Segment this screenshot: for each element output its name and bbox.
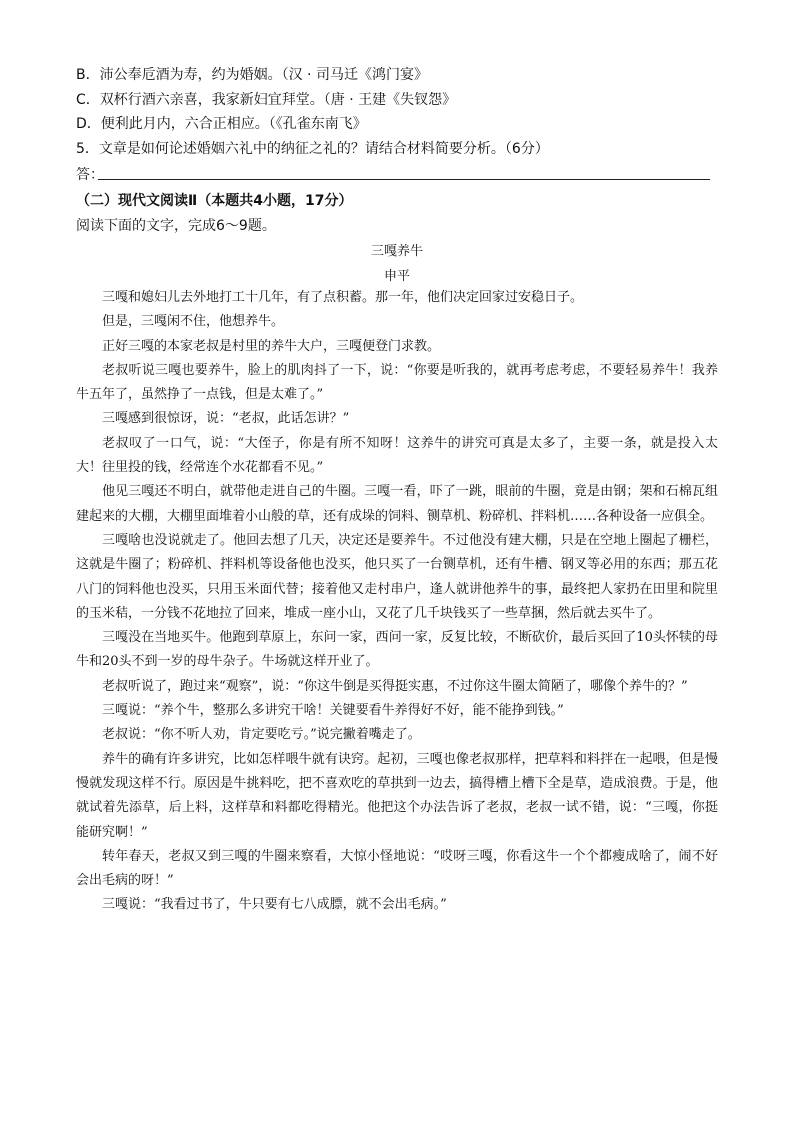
story-paragraph: 老叔说：“你不听人劝，肯定要吃亏。”说完撇着嘴走了。: [102, 727, 421, 743]
story-paragraph: 三嘎感到很惊讶，说：“老叔，此话怎讲？”: [102, 411, 350, 427]
story-paragraph: 正好三嘎的本家老叔是村里的养牛大户，三嘎便登门求教。: [102, 338, 441, 354]
story-author: 申平: [383, 269, 410, 284]
story-paragraph: 养牛的确有许多讲究，比如怎样喂牛就有诀窍。起初，三嘎也像老叔那样，把草料和料拌在一起喂，但是慢慢就发现这样不行。原因是牛挑料吃，把不喜欢吃的草拱到一边去，搞得槽上槽下全是草，造成浪费。于是，他就试着先添草，后上料，这样草和料都吃得精光。他把这个办法告诉了老叔，老叔一试不错，说：“三嘎，你挺能研究啊！”: [76, 751, 718, 840]
answer-area[interactable]: [76, 164, 710, 182]
option-c: C．双杯行酒六亲喜，我家新妇宜拜堂。（唐 · 王建《失钗怨》: [76, 92, 457, 108]
answer-underline: [98, 179, 710, 180]
story-paragraph: 他见三嘎还不明白，就带他走进自己的牛圈。三嘎一看，吓了一跳，眼前的牛圈，竟是由钢；架和石棉瓦组建起来的大棚，大棚里面堆着小山般的草，还有成垛的饲料、铡草机、粉碎机、拌料机……各种设备一应俱全。: [76, 484, 718, 524]
question-5: 5．文章是如何论述婚姻六礼中的纳征之礼的？请结合材料简要分析。（6分）: [76, 141, 549, 157]
option-b: B．沛公奉卮酒为寿，约为婚姻。（汉 · 司马迁《鸿门宴》: [76, 67, 428, 83]
story-paragraph: 但是，三嘎闲不住，他想养牛。: [102, 314, 285, 330]
story-paragraph: 三嘎和媳妇儿去外地打工十几年，有了点积蓄。那一年，他们决定回家过安稳日子。: [102, 290, 584, 305]
story-paragraph: 转年春天，老叔又到三嘎的牛圈来察看，大惊小怪地说：“哎呀三嘎，你看这牛一个个都瘦成啥了，闹不好会出毛病的呀！”: [76, 848, 718, 889]
story-body: [76, 286, 718, 918]
reading-instruction: 阅读下面的文字，完成6～9题。: [76, 218, 276, 234]
story-paragraph: 老叔听说了，跑过来“观察”，说：“你这牛倒是买得挺实惠，不过你这牛圈太简陋了，哪像个养牛的？”: [102, 678, 688, 694]
answer-label: 答：: [76, 167, 104, 183]
story-paragraph: 老叔叹了一口气，说：“大侄子，你是有所不知呀！这养牛的讲究可真是太多了，主要一条，就是投入太大！往里投的钱，经常连个水花都看不见。”: [76, 435, 718, 476]
section-title: （二）现代文阅读Ⅱ（本题共4小题，17分）: [76, 193, 353, 209]
option-d: D．便利此月内，六合正相应。（《孔雀东南飞》: [76, 116, 367, 132]
story-paragraph: 三嘎说：“养个牛，整那么多讲究干啥！关键要看牛养得好不好，能不能挣到钱。”: [102, 703, 564, 719]
story-paragraph: 三嘎说：“我看过书了，牛只要有七八成膘，就不会出毛病。”: [102, 897, 447, 913]
story-paragraph: 三嘎没在当地买牛。他跑到草原上，东问一家，西问一家，反复比较，不断砍价，最后买回了10头怀犊的母牛和20头不到一岁的母牛杂子。牛场就这样开业了。: [76, 630, 718, 670]
story-title: 三嘎养牛: [370, 244, 423, 259]
story-paragraph: 三嘎啥也没说就走了。他回去想了几天，决定还是要养牛。不过他没有建大棚，只是在空地上圈起了栅栏，这就是牛圈了；粉碎机、拌料机等设备他也没买，他只买了一台铡草机，还有牛槽、钢叉等必用的东西；那五花八门的饲料他也没买，只用玉米面代替；接着他又走村串户，逢人就讲他养牛的事，最终把人家扔在田里和院里的玉米秸，一分钱不花地拉了回来，堆成一座小山，又花了几千块钱买了一些草捆，然后就去买牛了。: [76, 532, 718, 621]
story-paragraph: 老叔听说三嘎也要养牛，脸上的肌肉抖了一下，说：“你要是听我的，就再考虑考虑，不要轻易养牛！我养牛五年了，虽然挣了一点钱，但是太难了。”: [76, 362, 718, 403]
